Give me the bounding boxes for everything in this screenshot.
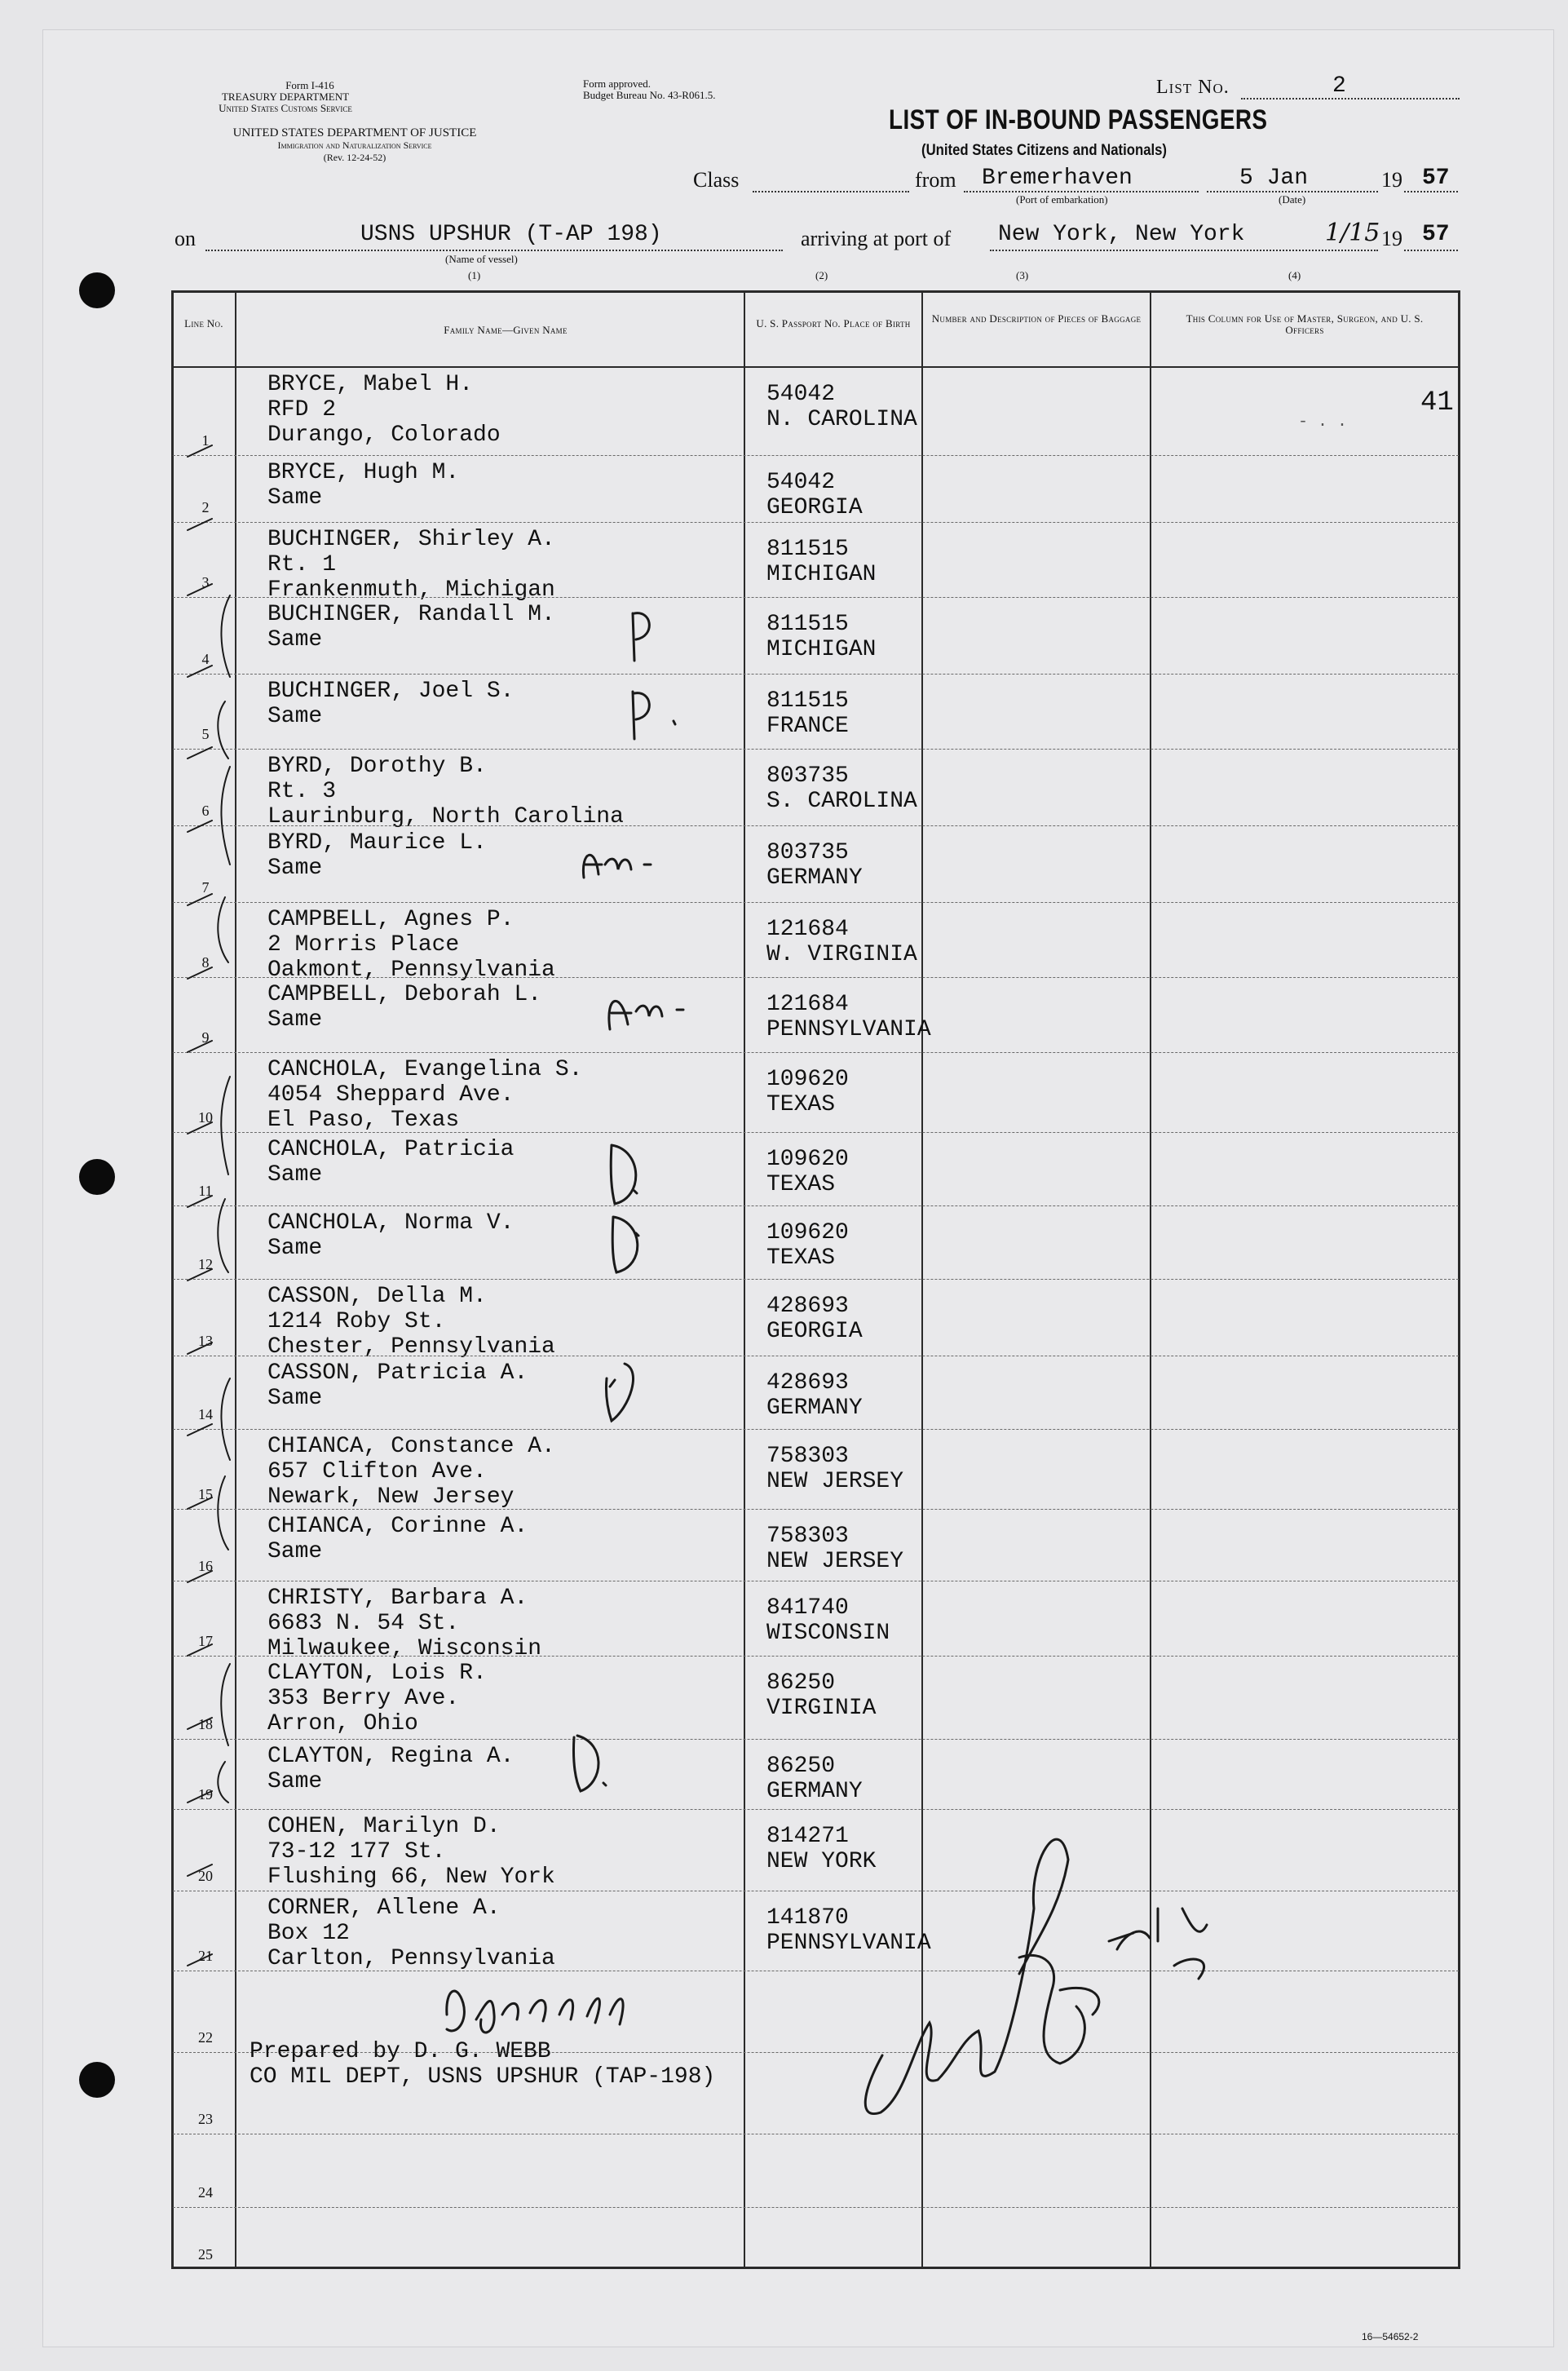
embarkation-year: 57 (1422, 166, 1450, 191)
passenger-name-address: CANCHOLA, Evangelina S. 4054 Sheppard Ave. El Paso, Texas (267, 1057, 583, 1133)
handwritten-am-mark (583, 855, 651, 878)
passport-birthplace: 109620 TEXAS (766, 1220, 849, 1271)
passport-birthplace: 811515 MICHIGAN (766, 537, 877, 587)
passport-birthplace: 109620 TEXAS (766, 1147, 849, 1197)
inspector-signature (865, 1839, 1207, 2113)
caption-2: (2) (815, 269, 828, 281)
caption-1: (1) (468, 269, 481, 281)
row-number: 10 (198, 1109, 213, 1126)
row-number: 13 (198, 1333, 213, 1349)
row-number: 23 (198, 2111, 213, 2127)
handwritten-d-mark (611, 1145, 637, 1204)
list-label: List No. (1156, 77, 1230, 98)
passport-birthplace: 141870 PENNSYLVANIA (766, 1905, 931, 1956)
row-number: 2 (201, 499, 210, 515)
budget-bureau: Budget Bureau No. 43-R061.5. (583, 89, 716, 101)
passport-birthplace: 428693 GERMANY (766, 1370, 863, 1421)
officer-dashes: - . . (1298, 413, 1348, 431)
row-number: 9 (201, 1029, 210, 1046)
handwritten-p-mark (633, 613, 649, 661)
form-footer-number: 16—54652-2 (1362, 2331, 1419, 2342)
year-prefix: 19 (1381, 168, 1402, 192)
handwritten-p-mark (633, 692, 675, 739)
passenger-name-address: BRYCE, Mabel H. RFD 2 Durango, Colorado (267, 372, 501, 448)
passport-birthplace: 86250 GERMANY (766, 1754, 863, 1804)
col-header-officers: This Column for Use of Master, Surgeon, and U. S. Officers (1186, 312, 1424, 336)
passenger-name-address: CHIANCA, Corinne A. Same (267, 1514, 528, 1564)
passenger-name-address: BUCHINGER, Joel S. Same (267, 679, 515, 729)
port-caption: (Port of embarkation) (1016, 193, 1108, 206)
row-number: 16 (198, 1558, 213, 1574)
customs-service: United States Customs Service (219, 102, 352, 114)
passport-birthplace: 86250 VIRGINIA (766, 1670, 877, 1721)
caption-3: (3) (1016, 269, 1029, 281)
passenger-name-address: CANCHOLA, Norma V. Same (267, 1210, 515, 1261)
list-number-value: 2 (1332, 73, 1346, 99)
arrival-year: 57 (1422, 222, 1450, 247)
passport-birthplace: 814271 NEW YORK (766, 1824, 877, 1874)
row-number: 22 (198, 2029, 213, 2046)
handwritten-d-mark (573, 1736, 606, 1791)
passenger-name-address: CHRISTY, Barbara A. 6683 N. 54 St. Milwaukee, Wisconsin (267, 1586, 542, 1661)
embarkation-date: 5 Jan (1239, 166, 1309, 191)
date-caption: (Date) (1279, 193, 1306, 206)
justice-dept: UNITED STATES DEPARTMENT OF JUSTICE (232, 126, 477, 139)
handwritten-am-mark (609, 1001, 683, 1029)
arrival-date-handwritten: 1/15 (1325, 219, 1380, 247)
handwritten-d-mark (606, 1364, 633, 1421)
row-number: 6 (201, 803, 210, 819)
row-number: 1 (201, 432, 210, 449)
row-number: 8 (201, 954, 210, 971)
col-header-line-no: Line No. (184, 317, 223, 330)
passport-birthplace: 54042 GEORGIA (766, 470, 863, 520)
passport-birthplace: 121684 PENNSYLVANIA (766, 992, 931, 1042)
form-number: Form I-416 (285, 79, 334, 91)
passenger-name-address: CLAYTON, Regina A. Same (267, 1744, 515, 1794)
row-number: 7 (201, 879, 210, 896)
form-approved: Form approved. (583, 77, 651, 90)
officer-note: 41 (1420, 387, 1454, 418)
revision: (Rev. 12-24-52) (323, 152, 386, 163)
passenger-name-address: COHEN, Marilyn D. 73-12 177 St. Flushing 66, New York (267, 1814, 555, 1890)
row-number: 15 (198, 1486, 213, 1502)
caption-4: (4) (1288, 269, 1301, 281)
vessel-caption: (Name of vessel) (445, 253, 518, 265)
passenger-name-address: CAMPBELL, Deborah L. Same (267, 982, 542, 1033)
passport-birthplace: 54042 N. CAROLINA (766, 382, 917, 432)
arriving-label: arriving at port of (801, 227, 952, 250)
page-subtitle: (United States Citizens and Nationals) (921, 142, 1168, 159)
passenger-name-address: CANCHOLA, Patricia Same (267, 1137, 515, 1188)
on-label: on (174, 227, 196, 250)
passport-birthplace: 758303 NEW JERSEY (766, 1524, 904, 1574)
class-label: Class (693, 168, 740, 192)
row-number: 14 (198, 1406, 213, 1422)
row-number: 24 (198, 2184, 213, 2201)
passenger-name-address: CAMPBELL, Agnes P. 2 Morris Place Oakmont, Pennsylvania (267, 907, 555, 983)
arrival-port: New York, New York (998, 222, 1245, 247)
passport-birthplace: 803735 GERMANY (766, 840, 863, 891)
row-number: 5 (201, 726, 210, 742)
page-title: LIST OF IN-BOUND PASSENGERS (889, 104, 1268, 135)
passenger-name-address: CASSON, Della M. 1214 Roby St. Chester, Pennsylvania (267, 1284, 555, 1360)
col-header-baggage: Number and Description of Pieces of Baggage (931, 312, 1142, 325)
row-number: 21 (198, 1948, 213, 1964)
ins-service: Immigration and Naturalization Service (277, 139, 432, 151)
embarkation-port: Bremerhaven (982, 166, 1133, 191)
handwritten-d-mark (612, 1217, 638, 1272)
webb-signature (447, 1991, 623, 2033)
passenger-name-address: BYRD, Dorothy B. Rt. 3 Laurinburg, North Carolina (267, 754, 624, 829)
passenger-name-address: BUCHINGER, Randall M. Same (267, 602, 555, 652)
passport-birthplace: 803735 S. CAROLINA (766, 763, 917, 814)
prepared-by: Prepared by D. G. WEBB CO MIL DEPT, USNS UPSHUR (TAP-198) (250, 2039, 716, 2090)
arrival-year-prefix: 19 (1381, 227, 1402, 250)
row-number: 19 (198, 1786, 213, 1803)
passport-birthplace: 109620 TEXAS (766, 1067, 849, 1117)
passport-birthplace: 811515 MICHIGAN (766, 612, 877, 662)
passenger-name-address: BUCHINGER, Shirley A. Rt. 1 Frankenmuth, Michigan (267, 527, 555, 603)
row-number: 4 (201, 651, 210, 667)
vessel-name: USNS UPSHUR (T-AP 198) (360, 222, 662, 247)
row-number: 12 (198, 1256, 213, 1272)
col-header-name: Family Name—Given Name (444, 324, 568, 336)
passenger-name-address: CLAYTON, Lois R. 353 Berry Ave. Arron, Ohio (267, 1661, 487, 1736)
row-number: 20 (198, 1868, 213, 1884)
treasury-dept: TREASURY DEPARTMENT (221, 91, 350, 103)
row-number: 25 (198, 2246, 213, 2263)
passenger-name-address: BYRD, Maurice L. Same (267, 830, 487, 881)
from-label: from (915, 168, 956, 192)
passenger-name-address: CORNER, Allene A. Box 12 Carlton, Pennsylvania (267, 1895, 555, 1971)
passport-birthplace: 811515 FRANCE (766, 688, 849, 739)
passenger-name-address: CHIANCA, Constance A. 657 Clifton Ave. Newark, New Jersey (267, 1434, 555, 1510)
row-number: 3 (201, 574, 210, 591)
col-header-passport: U. S. Passport No. Place of Birth (756, 317, 911, 330)
passport-birthplace: 428693 GEORGIA (766, 1294, 863, 1344)
passenger-name-address: CASSON, Patricia A. Same (267, 1360, 528, 1411)
passport-birthplace: 841740 WISCONSIN (766, 1595, 890, 1646)
row-number: 11 (198, 1183, 213, 1199)
passenger-name-address: BRYCE, Hugh M. Same (267, 460, 460, 511)
passport-birthplace: 758303 NEW JERSEY (766, 1444, 904, 1494)
row-number: 17 (198, 1633, 213, 1649)
passport-birthplace: 121684 W. VIRGINIA (766, 917, 917, 967)
row-number: 18 (198, 1716, 213, 1732)
